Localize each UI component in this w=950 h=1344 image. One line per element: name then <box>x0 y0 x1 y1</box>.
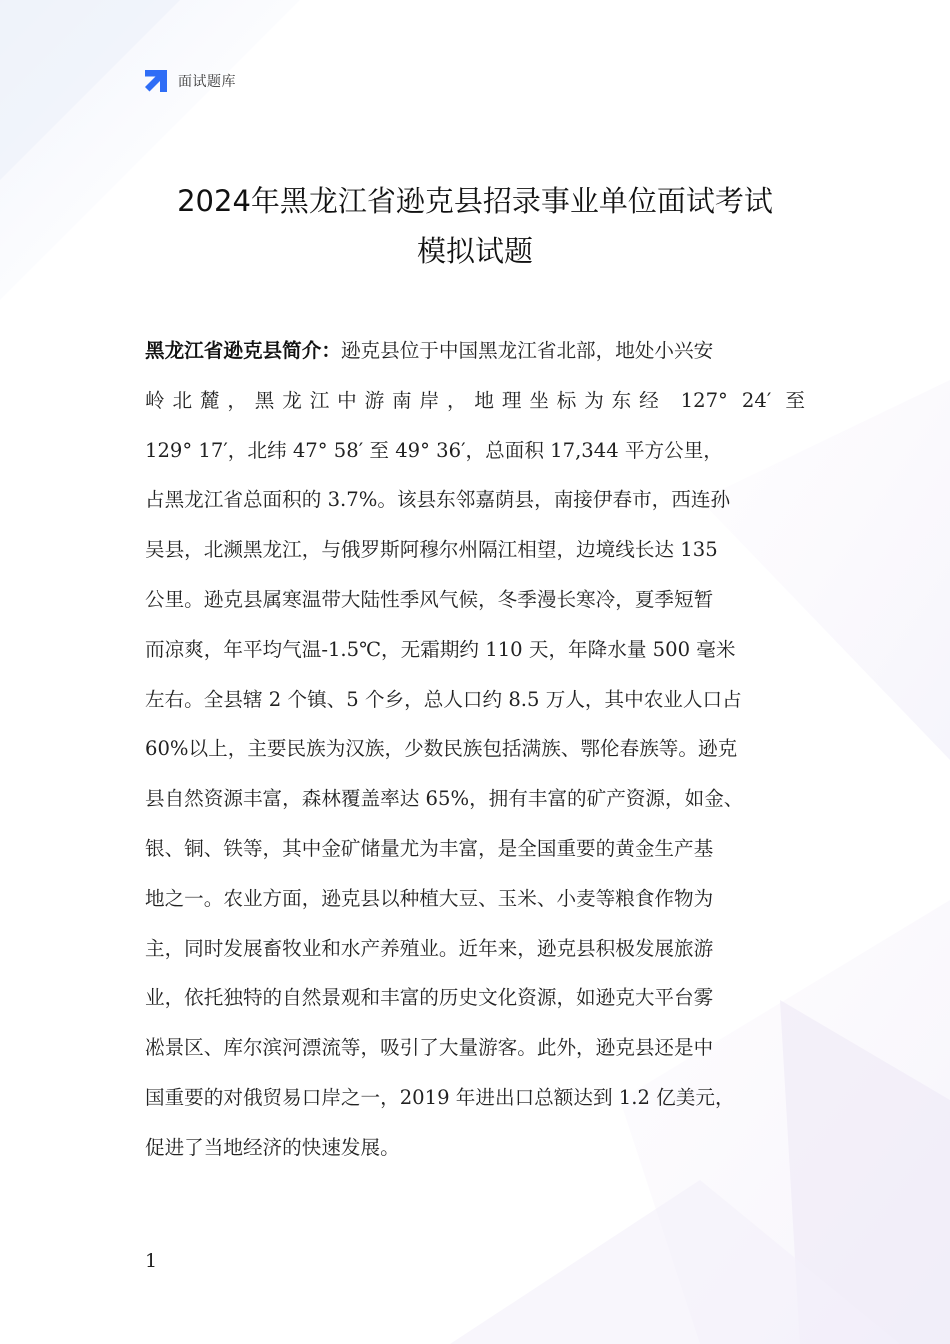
paragraph-line: 60%以上，主要民族为汉族，少数民族包括满族、鄂伦春族等。逊克 <box>145 737 738 761</box>
paragraph-line: 业，依托独特的自然景观和丰富的历史文化资源，如逊克大平台雾 <box>145 986 714 1010</box>
paragraph-line: 129° 17′，北纬 47° 58′ 至 49° 36′，总面积 17,344 平方公里， <box>145 438 723 462</box>
intro-lead: 黑龙江省逊克县简介： <box>145 339 341 362</box>
arrow-logo-icon <box>143 68 169 94</box>
brand-text: 面试题库 <box>178 74 236 90</box>
paragraph-line: 国重要的对俄贸易口岸之一，2019 年进出口总额达到 1.2 亿美元， <box>145 1085 735 1109</box>
page-title <box>100 176 850 276</box>
paragraph-line: 公里。逊克县属寒温带大陆性季风气候，冬季漫长寒冷，夏季短暂 <box>145 587 714 611</box>
paragraph-line: 吴县，北濒黑龙江，与俄罗斯阿穆尔州隔江相望，边境线长达 135 <box>145 538 718 562</box>
paragraph-line: 占黑龙江省总面积的 3.7%。该县东邻嘉荫县，南接伊春市，西连孙 <box>145 488 731 512</box>
title-line-1: 2024年黑龙江省逊克县招录事业单位面试考试 <box>177 184 773 218</box>
paragraph-line: 县自然资源丰富，森林覆盖率达 65%，拥有丰富的矿产资源，如金、 <box>145 787 744 811</box>
header <box>143 68 236 94</box>
paragraph-line: 凇景区、库尔滨河漂流等，吸引了大量游客。此外，逊克县还是中 <box>145 1036 714 1060</box>
paragraph-line: 银、铜、铁等，其中金矿储量尤为丰富，是全国重要的黄金生产基 <box>145 836 714 860</box>
paragraph-line: 地之一。农业方面，逊克县以种植大豆、玉米、小麦等粮食作物为 <box>145 886 714 910</box>
paragraph-line-text: 逊克县位于中国黑龙江省北部，地处小兴安 <box>340 339 714 362</box>
paragraph-line: 促进了当地经济的快速发展。 <box>145 1135 400 1159</box>
title-line-2: 模拟试题 <box>416 234 533 268</box>
paragraph-line: 主，同时发展畜牧业和水产养殖业。近年来，逊克县积极发展旅游 <box>145 936 714 960</box>
intro-paragraph <box>145 326 835 1173</box>
paragraph-line: 岭北麓，黑龙江中游南岸，地理坐标为东经 127° 24′ 至 <box>145 388 805 412</box>
paragraph-line: 左右。全县辖 2 个镇、5 个乡，总人口约 8.5 万人，其中农业人口占 <box>145 687 742 711</box>
page-number: 1 <box>145 1250 158 1272</box>
paragraph-line <box>145 326 835 376</box>
paragraph-line: 而凉爽，年平均气温-1.5℃，无霜期约 110 天，年降水量 500 毫米 <box>145 637 736 661</box>
